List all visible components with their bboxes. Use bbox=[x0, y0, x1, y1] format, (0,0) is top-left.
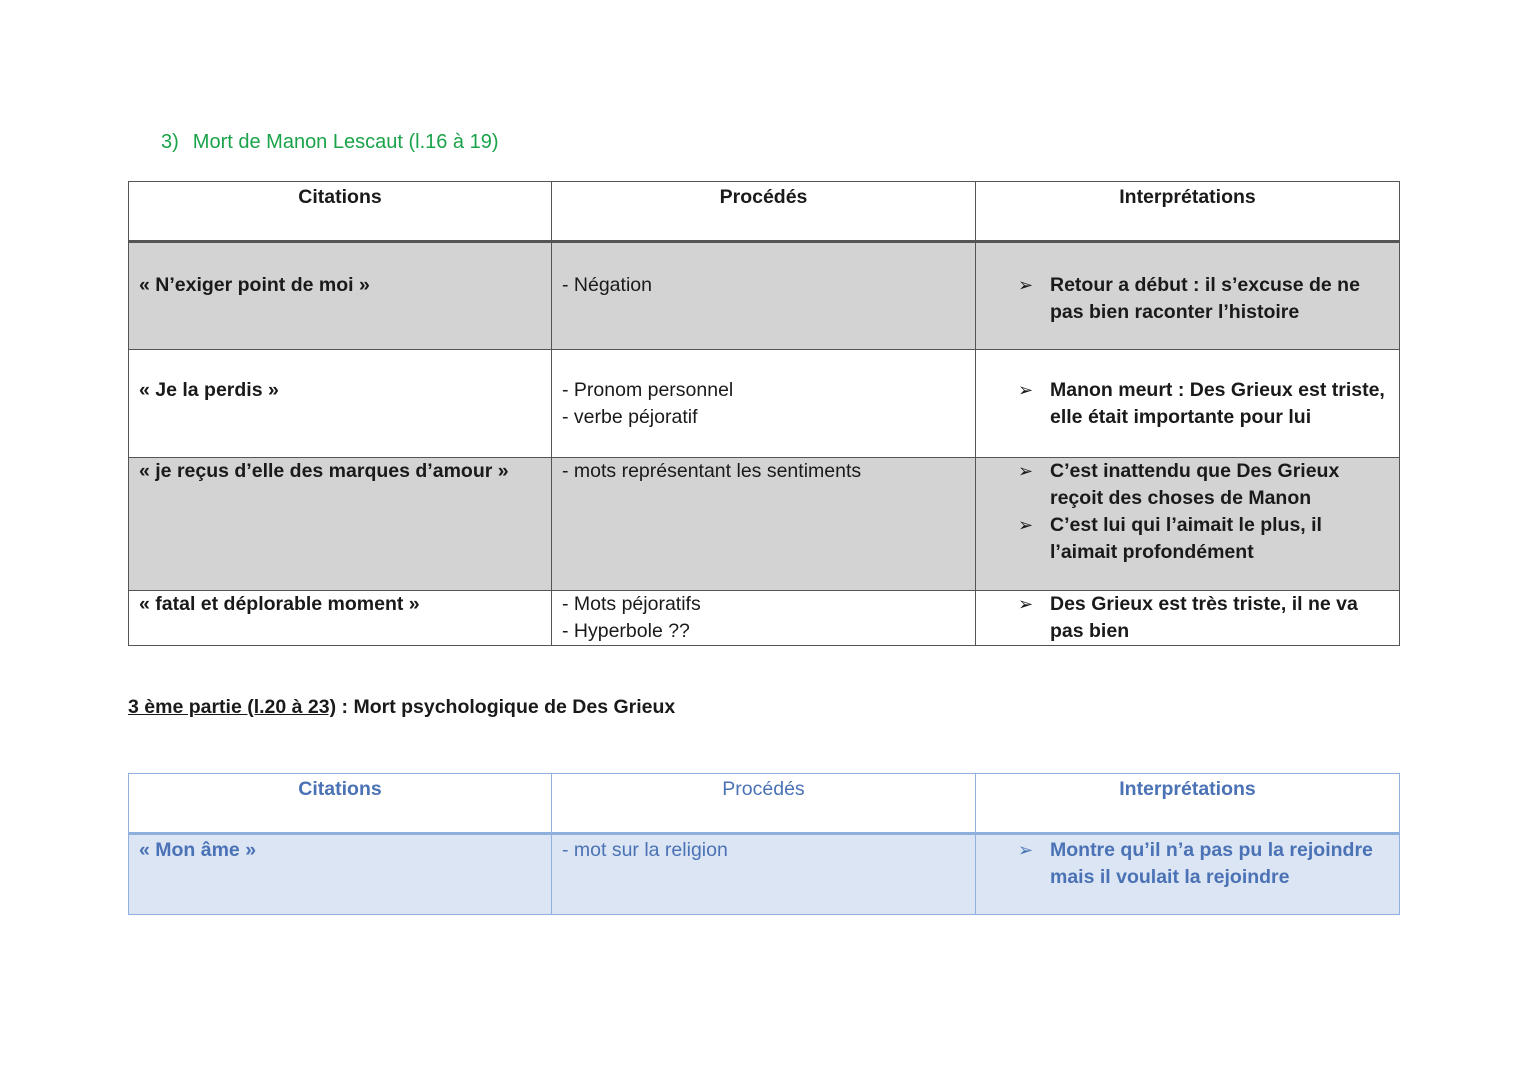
analysis-table-1 bbox=[128, 181, 1400, 646]
procedes-cell bbox=[552, 458, 976, 591]
header-interpretations: Interprétations bbox=[976, 774, 1400, 834]
procede-text: - Hyperbole ?? bbox=[562, 620, 690, 642]
interpretation-item: ➢ Manon meurt : Des Grieux est triste, elle était importante pour lui bbox=[1018, 379, 1385, 428]
procede-text: - Mots péjoratifs bbox=[562, 593, 701, 615]
interpretation-cell bbox=[976, 834, 1400, 915]
part-title: : Mort psychologique de Des Grieux bbox=[336, 696, 676, 718]
interpretation-item: ➢ C’est inattendu que Des Grieux reçoit des choses de Manon bbox=[1018, 460, 1340, 509]
section-number: 3) bbox=[161, 131, 179, 153]
header-procedes: Procédés bbox=[552, 774, 976, 834]
citation-cell: « fatal et déplorable moment » bbox=[129, 591, 552, 646]
citation-cell: « je reçus d’elle des marques d’amour » bbox=[129, 458, 552, 591]
interpretation-cell bbox=[976, 458, 1400, 591]
procede-text: - mot sur la religion bbox=[562, 839, 728, 861]
citation-cell: « Mon âme » bbox=[129, 834, 552, 915]
arrow-bullet-icon: ➢ bbox=[1018, 594, 1034, 614]
interpretation-item: ➢ C’est lui qui l’aimait le plus, il l’aimait profondément bbox=[1018, 514, 1322, 563]
table-header-row bbox=[129, 182, 1400, 242]
part-label: 3 ème partie (l.20 à 23) bbox=[128, 696, 337, 718]
table-row bbox=[129, 242, 1400, 350]
table-header-row bbox=[129, 774, 1400, 834]
table-row bbox=[129, 591, 1400, 646]
procedes-cell bbox=[552, 242, 976, 350]
interpretation-cell bbox=[976, 591, 1400, 646]
section-title bbox=[161, 131, 499, 154]
interpretation-item: ➢ Montre qu’il n’a pas pu la rejoindre mais il voulait la rejoindre bbox=[1018, 839, 1373, 888]
interpretation-item: ➢ Retour a début : il s’excuse de ne pas bien raconter l’histoire bbox=[1018, 274, 1360, 323]
table-row bbox=[129, 834, 1400, 915]
procedes-cell bbox=[552, 350, 976, 458]
interpretation-item: ➢ Des Grieux est très triste, il ne va pas bien bbox=[1018, 593, 1358, 642]
arrow-bullet-icon: ➢ bbox=[1018, 275, 1034, 295]
citation-cell: « N’exiger point de moi » bbox=[129, 242, 552, 350]
arrow-bullet-icon: ➢ bbox=[1018, 461, 1034, 481]
citation-cell: « Je la perdis » bbox=[129, 350, 552, 458]
arrow-bullet-icon: ➢ bbox=[1018, 380, 1034, 400]
table-row bbox=[129, 350, 1400, 458]
analysis-table-2 bbox=[128, 773, 1400, 915]
interpretation-cell bbox=[976, 242, 1400, 350]
header-procedes: Procédés bbox=[552, 182, 976, 242]
procedes-cell bbox=[552, 834, 976, 915]
procedes-cell bbox=[552, 591, 976, 646]
procede-text: - Pronom personnel bbox=[562, 379, 734, 401]
header-interpretations: Interprétations bbox=[976, 182, 1400, 242]
section-title-text: Mort de Manon Lescaut (l.16 à 19) bbox=[192, 131, 499, 153]
header-citations: Citations bbox=[129, 182, 552, 242]
procede-text: - mots représentant les sentiments bbox=[562, 460, 862, 482]
arrow-bullet-icon: ➢ bbox=[1018, 515, 1034, 535]
table-row bbox=[129, 458, 1400, 591]
procede-text: - Négation bbox=[562, 274, 652, 296]
part-heading bbox=[128, 696, 675, 719]
interpretation-cell bbox=[976, 350, 1400, 458]
header-citations: Citations bbox=[129, 774, 552, 834]
arrow-bullet-icon: ➢ bbox=[1018, 840, 1034, 860]
procede-text: - verbe péjoratif bbox=[562, 406, 698, 428]
